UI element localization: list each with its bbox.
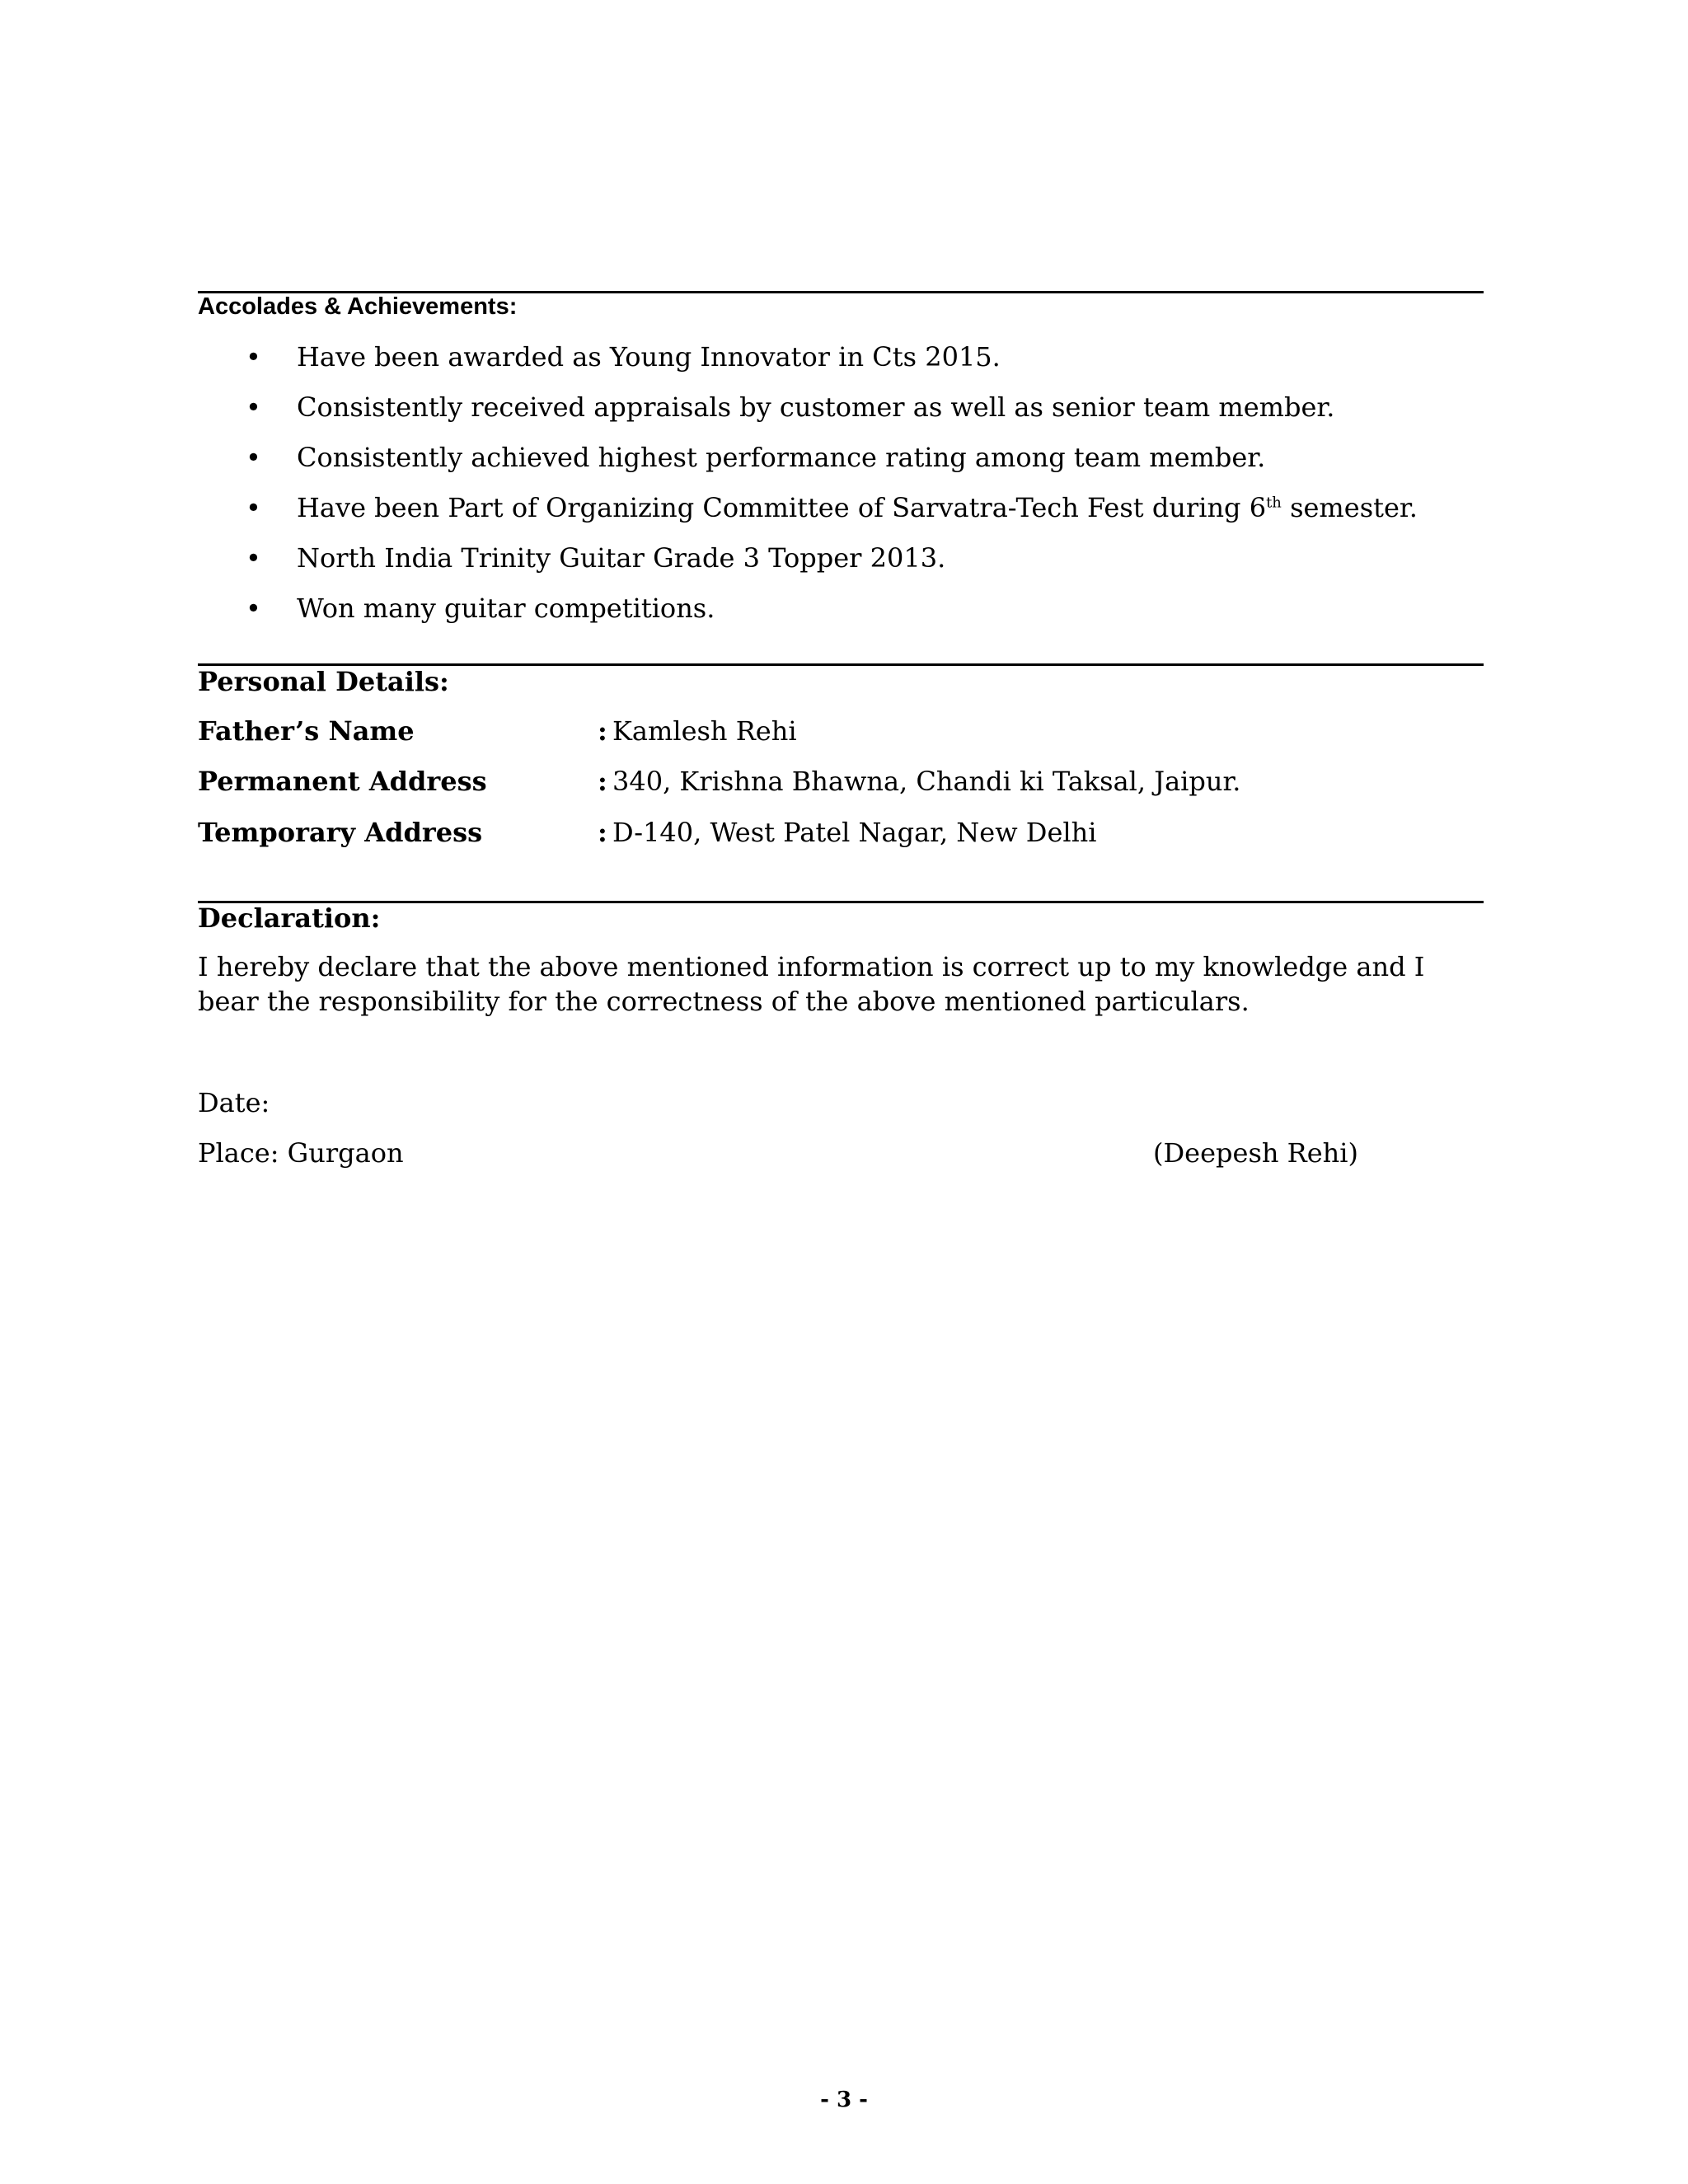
accolade-text: Have been awarded as Young Innovator in Cts 2015.	[297, 341, 1001, 373]
bullet-icon: •	[246, 442, 261, 473]
bullet-icon: •	[246, 492, 261, 523]
detail-colon: :	[598, 715, 607, 747]
date-label: Date:	[198, 1087, 270, 1118]
accolade-text: Have been Part of Organizing Committee of Sarvatra-Tech Fest during 6	[297, 492, 1267, 523]
list-item	[198, 487, 1418, 537]
accolade-text: Won many guitar competitions.	[297, 593, 715, 624]
bullet-icon: •	[246, 542, 261, 574]
list-item	[198, 336, 1418, 387]
bullet-icon: •	[246, 593, 261, 624]
accolade-text-tail: semester.	[1281, 492, 1418, 523]
ordinal-suffix: th	[1266, 494, 1282, 512]
list-item	[198, 437, 1418, 487]
list-item	[198, 588, 1418, 638]
detail-value: D-140, West Patel Nagar, New Delhi	[612, 817, 1097, 848]
page-number: - 3 -	[820, 2088, 868, 2112]
accolades-list	[198, 336, 1418, 638]
detail-colon: :	[598, 817, 607, 848]
detail-label: Permanent Address	[198, 766, 487, 797]
accolade-text: Consistently received appraisals by customer as well as senior team member.	[297, 391, 1335, 423]
detail-colon: :	[598, 766, 607, 797]
list-item	[198, 537, 1418, 588]
accolade-text: North India Trinity Guitar Grade 3 Topper 2013.	[297, 542, 946, 574]
section-divider	[198, 901, 1484, 903]
detail-value: Kamlesh Rehi	[612, 715, 797, 747]
declaration-heading: Declaration:	[198, 902, 381, 934]
personal-details-heading: Personal Details:	[198, 666, 449, 697]
bullet-icon: •	[246, 341, 261, 373]
signature-name: (Deepesh Rehi)	[1153, 1137, 1358, 1169]
accolade-text: Consistently achieved highest performance rating among team member.	[297, 442, 1266, 473]
detail-label: Father’s Name	[198, 715, 415, 747]
place-label: Place: Gurgaon	[198, 1137, 404, 1169]
detail-label: Temporary Address	[198, 817, 483, 848]
bullet-icon: •	[246, 391, 261, 423]
accolades-heading: Accolades & Achievements:	[198, 293, 518, 320]
detail-value: 340, Krishna Bhawna, Chandi ki Taksal, Jaipur.	[612, 766, 1241, 797]
list-item	[198, 387, 1418, 437]
declaration-text: I hereby declare that the above mentioned information is correct up to my knowledge and I bear the responsibility for the correctness of the above mentioned particulars.	[198, 951, 1425, 1017]
